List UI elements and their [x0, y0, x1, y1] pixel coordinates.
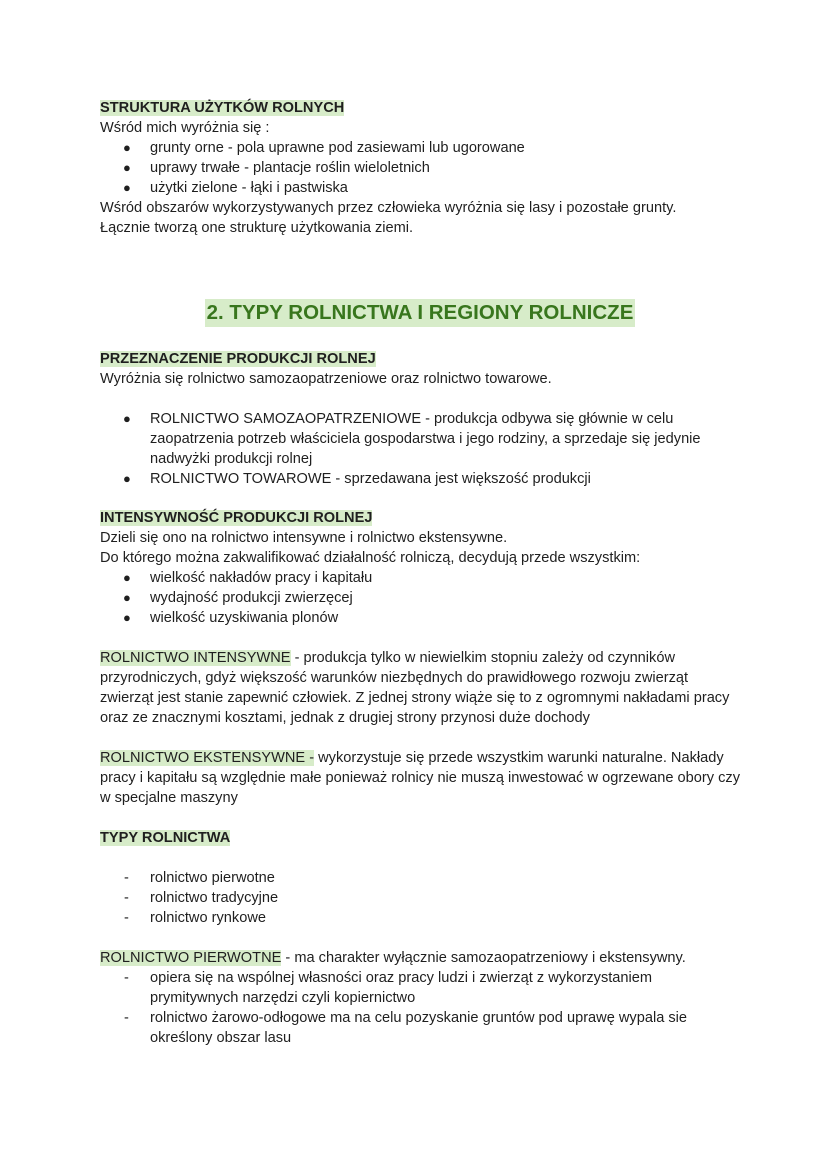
- heading-przeznaczenie: PRZEZNACZENIE PRODUKCJI ROLNEJ: [100, 351, 376, 367]
- list-item: ● ROLNICTWO TOWAROWE - sprzedawana jest większość produkcji: [123, 471, 591, 487]
- bullet-icon: ●: [123, 610, 131, 625]
- bullet-icon: ●: [123, 590, 131, 605]
- bullet-icon: ●: [123, 570, 131, 585]
- s4-list: [100, 868, 740, 928]
- s3-list: [100, 568, 740, 628]
- primitive-list: [100, 968, 740, 1048]
- s2-list: [100, 409, 740, 489]
- bullet-icon: ●: [123, 180, 131, 195]
- heading-typy: TYPY ROLNICTWA: [100, 830, 231, 846]
- list-item: - rolnictwo pierwotne: [124, 870, 275, 886]
- dash-marker: -: [124, 910, 129, 926]
- s2-intro: Wyróżnia się rolnictwo samozaopatrzeniowe oraz rolnictwo towarowe.: [100, 371, 552, 387]
- intensive-paragraph: ROLNICTWO INTENSYWNE - produkcja tylko w niewielkim stopniu zależy od czynników przyrodniczych, gdyż większość warunków niezbędnych do prawidłowego rozwoju zwierząt zwierząt jest stanie zapewnić człowiek. Z jednej strony wiąże się to z ogromnymi nakładami pracy oraz ze znacznymi kosztami, jednak z drugiej strony przynosi duże dochody: [100, 650, 730, 726]
- dash-marker: -: [124, 1010, 129, 1026]
- document-content: [100, 98, 740, 1048]
- dash-marker: -: [124, 870, 129, 886]
- list-item: ● użytki zielone - łąki i pastwiska: [123, 180, 348, 196]
- s1-paragraph: Wśród obszarów wykorzystywanych przez człowieka wyróżnia się lasy i pozostałe grunty.: [100, 200, 677, 216]
- list-item: ● ROLNICTWO SAMOZAOPATRZENIOWE - produkcja odbywa się głównie w celu zaopatrzenia potrzeb właściciela gospodarstwa i jego rodziny, a sprzedaje się jedynie nadwyżki produkcji rolnej: [123, 411, 701, 467]
- term-intensive: ROLNICTWO INTENSYWNE: [100, 650, 291, 666]
- list-item: ● uprawy trwałe - plantacje roślin wieloletnich: [123, 160, 430, 176]
- term-primitive: ROLNICTWO PIERWOTNE: [100, 950, 282, 966]
- heading-intensywnosc: INTENSYWNOŚĆ PRODUKCJI ROLNEJ: [100, 510, 373, 526]
- list-item: - rolnictwo żarowo-odłogowe ma na celu pozyskanie gruntów pod uprawę wypala sie określony obszar lasu: [124, 1010, 688, 1046]
- bullet-icon: ●: [123, 411, 131, 426]
- list-item: - rolnictwo tradycyjne: [124, 890, 279, 906]
- list-item: ● wielkość uzyskiwania plonów: [123, 610, 339, 626]
- list-item: - rolnictwo rynkowe: [124, 910, 266, 926]
- list-item: ● wydajność produkcji zwierzęcej: [123, 590, 353, 606]
- list-item: - opiera się na wspólnej własności oraz pracy ludzi i zwierząt z wykorzystaniem prymitywnych narzędzi czyli kopiernictwo: [124, 970, 653, 1006]
- dash-marker: -: [124, 970, 129, 986]
- s3-paragraph: Do którego można zakwalifikować działalność rolniczą, decydują przede wszystkim:: [100, 550, 641, 566]
- bullet-icon: ●: [123, 471, 131, 486]
- list-item: ● wielkość nakładów pracy i kapitału: [123, 570, 373, 586]
- bullet-icon: ●: [123, 160, 131, 175]
- s1-list: [100, 138, 740, 198]
- s1-paragraph: Łącznie tworzą one strukturę użytkowania ziemi.: [100, 220, 414, 236]
- s3-paragraph: Dzieli się ono na rolnictwo intensywne i rolnictwo ekstensywne.: [100, 530, 508, 546]
- s1-intro: Wśród mich wyróżnia się :: [100, 120, 270, 136]
- extensive-paragraph: ROLNICTWO EKSTENSYWNE - wykorzystuje się przede wszystkim warunki naturalne. Nakłady pracy i kapitału są względnie małe ponieważ rolnicy nie muszą inwestować w ogrzewane obory czy w specjalne maszyny: [100, 750, 740, 806]
- term-extensive: ROLNICTWO EKSTENSYWNE -: [100, 750, 315, 766]
- dash-marker: -: [124, 890, 129, 906]
- bullet-icon: ●: [123, 140, 131, 155]
- list-item: ● grunty orne - pola uprawne pod zasiewami lub ugorowane: [123, 140, 525, 156]
- primitive-paragraph: ROLNICTWO PIERWOTNE - ma charakter wyłącznie samozaopatrzeniowy i ekstensywny.: [100, 950, 686, 966]
- heading-struktura: STRUKTURA UŻYTKÓW ROLNYCH: [100, 100, 345, 116]
- section-title: 2. TYPY ROLNICTWA I REGIONY ROLNICZE: [205, 299, 636, 327]
